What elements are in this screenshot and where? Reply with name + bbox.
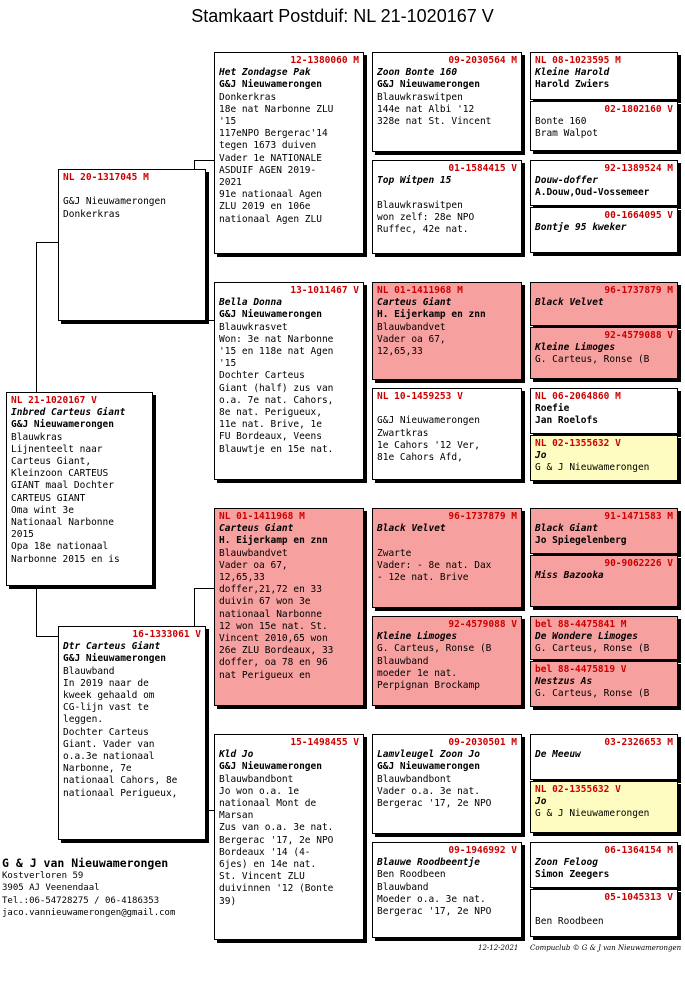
ring-number: NL 02-1355632 V xyxy=(535,784,621,795)
pigeon-name: Top Witpen 15 xyxy=(377,175,452,187)
gen4-card-11[interactable] xyxy=(530,616,678,660)
pigeon-name: Blauwe Roodbeentje xyxy=(377,857,480,869)
pigeon-name: Jo xyxy=(535,450,547,462)
pigeon-notes: G & J Nieuwamerongen xyxy=(535,808,650,820)
owner-city: 3905 AJ Veenendaal xyxy=(2,883,100,893)
breeder: G&J Nieuwamerongen xyxy=(11,419,114,431)
pigeon-notes: Blauwband In 2019 naar de kweek gehaald om CG-lijn vast te leggen. Dochter Carteus Giant. Vader van o.a.3e nationaal Narbonne, 7e nationaal Cahors, 8e nationaal Perigueux, xyxy=(63,665,178,799)
gen4-card-7[interactable] xyxy=(530,388,678,434)
pigeon-name: Black Velvet xyxy=(377,523,446,535)
ring-number: NL 01-1411968 M xyxy=(219,511,305,522)
ring-number: NL 06-2064860 M xyxy=(535,391,621,402)
pigeon-name: Zoon Bonte 160 xyxy=(377,67,458,79)
pigeon-name: Black Giant xyxy=(535,523,598,535)
pigeon-notes: Blauwbandbont Jo won o.a. 1e nationaal Mont de Marsan Zus van o.a. 3e nat. Bergerac '17, 2e NPO Bordeaux '14 (4- 6jes) en 14e nat. St. Vincent ZLU duivinnen '12 (Bonte 39) xyxy=(219,773,334,907)
connector-line xyxy=(36,636,58,637)
pigeon-name: Kleine Limoges xyxy=(535,342,616,354)
pigeon-notes: Blauwbandvet Vader oa 67, 12,65,33 xyxy=(377,321,446,358)
ring-number: NL 01-1411968 M xyxy=(377,285,463,296)
owner-email: jaco.vannieuwamerongen@gmail.com xyxy=(2,908,176,918)
gen3-card-2[interactable] xyxy=(372,160,522,254)
pigeon-notes: G. Carteus, Ronse (B xyxy=(535,688,650,700)
gen3-card-7[interactable] xyxy=(372,734,522,834)
gen4-card-9[interactable] xyxy=(530,508,678,554)
gen4-card-1[interactable] xyxy=(530,52,678,100)
ring-number-right: 05-1045313 V xyxy=(604,892,673,903)
pigeon-name: Jo xyxy=(535,796,547,808)
footer-date: 12-12-2021 xyxy=(478,944,519,952)
footer-credit: Compuclub © G & J van Nieuwamerongen xyxy=(530,944,682,952)
ring-number: NL 10-1459253 V xyxy=(377,391,463,402)
ring-number-right: 01-1584415 V xyxy=(448,163,517,174)
gen3-card-3[interactable] xyxy=(372,282,522,380)
pigeon-name: Bontje 95 kweker xyxy=(535,222,627,234)
connector-line xyxy=(36,242,37,394)
pigeon-notes: Roefie Jan Roelofs xyxy=(535,403,598,427)
pigeon-notes: Blauwbandbont Vader o.a. 3e nat. Bergerac '17, 2e NPO xyxy=(377,773,492,810)
breeder: H. Eijerkamp en znn xyxy=(219,535,328,547)
gen4-card-13[interactable] xyxy=(530,734,678,780)
breeder: G&J Nieuwamerongen xyxy=(377,79,480,91)
gen4-card-8[interactable] xyxy=(530,435,678,481)
pigeon-notes: Jo Spiegelenberg xyxy=(535,535,627,547)
pigeon-notes: G&J Nieuwamerongen Zwartkras 1e Cahors '12 Ver, 81e Cahors Afd, xyxy=(377,415,480,464)
pigeon-name: De Wondere Limoges xyxy=(535,631,638,643)
gen4-card-4[interactable] xyxy=(530,207,678,253)
ring-number-right: 15-1498455 V xyxy=(290,737,359,748)
pigeon-name: Lamvleugel Zoon Jo xyxy=(377,749,480,761)
breeder: G&J Nieuwamerongen xyxy=(219,761,322,773)
owner-address: Kostverloren 59 xyxy=(2,870,84,881)
pigeon-notes: Simon Zeegers xyxy=(535,869,610,881)
ring-number: bel 88-4475841 M xyxy=(535,619,627,630)
ring-number-right: 96-1737879 M xyxy=(604,285,673,296)
paternal-grandmother-card[interactable] xyxy=(214,282,364,480)
ring-number-right: 16-1333061 V xyxy=(132,629,201,640)
ring-number: bel 88-4475819 V xyxy=(535,664,627,675)
ring-number-right: 03-2326653 M xyxy=(604,737,673,748)
gen3-card-1[interactable] xyxy=(372,52,522,152)
ring-number: NL 02-1355632 V xyxy=(535,438,621,449)
pigeon-notes: Ben Roodbeen Blauwband Moeder o.a. 3e nat. Bergerac '17, 2e NPO xyxy=(377,869,492,918)
ring-number-right: 00-1664095 V xyxy=(604,210,673,221)
ring-number-right: 02-1802160 V xyxy=(604,104,673,115)
pigeon-name: Kld Jo xyxy=(219,749,254,761)
pigeon-name: De Meeuw xyxy=(535,749,581,761)
connector-line xyxy=(36,242,58,243)
gen3-card-4[interactable] xyxy=(372,388,522,480)
owner-contact xyxy=(2,857,175,920)
pigeon-name: Kleine Limoges xyxy=(377,631,458,643)
pigeon-notes: Blauwkrasvet Won: 3e nat Narbonne '15 en 118e nat Agen '15 Dochter Carteus Giant (half) zus van o.a. 7e nat. Cahors, 8e nat. Perigueux, 11e nat. Brive, 1e FU Bordeaux, Veens Blauwtje en 15e nat. xyxy=(219,321,334,455)
gen4-card-12[interactable] xyxy=(530,661,678,707)
gen4-card-10[interactable] xyxy=(530,555,678,607)
ring-number-right: 96-1737879 M xyxy=(448,511,517,522)
mother-card[interactable] xyxy=(58,626,206,840)
ring-number-right: 09-1946992 V xyxy=(448,845,517,856)
gen4-card-6[interactable] xyxy=(530,327,678,379)
pigeon-notes: Bonte 160 Bram Walpot xyxy=(535,116,598,140)
ring-number: NL 08-1023595 M xyxy=(535,55,621,66)
ring-number-right: 90-9062226 V xyxy=(604,558,673,569)
main-pigeon-card[interactable] xyxy=(6,392,153,586)
pigeon-notes: Blauwkraswitpen 144e nat Albi '12 328e nat St. Vincent xyxy=(377,91,492,128)
paternal-grandfather-card[interactable] xyxy=(214,52,364,254)
ring-number-right: 12-1380060 M xyxy=(290,55,359,66)
breeder: G&J Nieuwamerongen xyxy=(63,653,166,665)
ring-number: NL 20-1317045 M xyxy=(63,172,149,183)
pigeon-notes: G & J Nieuwamerongen xyxy=(535,462,650,474)
pigeon-name: Het Zondagse Pak xyxy=(219,67,311,79)
pigeon-notes: G. Carteus, Ronse (B xyxy=(535,354,650,366)
breeder: G&J Nieuwamerongen xyxy=(377,761,480,773)
pigeon-notes: Harold Zwiers xyxy=(535,79,610,91)
ring-number-right: 91-1471583 M xyxy=(604,511,673,522)
connector-line xyxy=(194,588,214,589)
ring-number-right: 13-1011467 V xyxy=(290,285,359,296)
pigeon-name: Black Velvet xyxy=(535,297,604,309)
ring-number-right: 06-1364154 M xyxy=(604,845,673,856)
pigeon-notes: G. Carteus, Ronse (B xyxy=(535,643,650,655)
gen4-card-3[interactable] xyxy=(530,160,678,206)
pigeon-notes: Blauwkras Lijnenteelt naar Carteus Giant, Kleinzoon CARTEUS GIANT maal Dochter CARTEUS GIANT Oma wint 3e Nationaal Narbonne 2015 Opa 18e nationaal Narbonne 2015 en is xyxy=(11,431,120,565)
page-title: Stamkaart Postduif: NL 21-1020167 V xyxy=(191,6,494,26)
pigeon-notes: Donkerkras 18e nat Narbonne ZLU '15 117eNPO Bergerac'14 tegen 1673 duiven Vader 1e NATIONALE ASDUIF AGEN 2019- 2021 91e nationaal Agen ZLU 2019 en 106e nationaal Agen ZLU xyxy=(219,91,334,225)
owner-name: G & J van Nieuwamerongen xyxy=(2,856,169,870)
ring-number-right: 92-1389524 M xyxy=(604,163,673,174)
ring-number-right: 92-4579088 V xyxy=(604,330,673,341)
pigeon-notes: Ben Roodbeen xyxy=(535,916,604,928)
ring-number-right: 09-2030501 M xyxy=(448,737,517,748)
maternal-grandfather-card[interactable] xyxy=(214,508,364,706)
ring-number-right: 09-2030564 M xyxy=(448,55,517,66)
owner-phone: Tel.:06-54728275 / 06-4186353 xyxy=(2,895,160,906)
pigeon-name: Carteus Giant xyxy=(377,297,452,309)
pigeon-notes: G&J Nieuwamerongen Donkerkras xyxy=(63,196,166,220)
pigeon-name: Zoon Feloog xyxy=(535,857,598,869)
breeder: G&J Nieuwamerongen xyxy=(219,309,322,321)
pigeon-notes: Zwarte Vader: - 8e nat. Dax - 12e nat. Brive xyxy=(377,547,492,584)
ring-number-right: 92-4579088 V xyxy=(448,619,517,630)
pigeon-name: Douw-doffer xyxy=(535,175,598,187)
father-card[interactable] xyxy=(58,169,206,321)
pigeon-notes: A.Douw,Oud-Vossemeer xyxy=(535,187,650,199)
pigeon-notes: Blauwkraswitpen won zelf: 28e NPO Ruffec, 42e nat. xyxy=(377,199,475,236)
gen4-card-2[interactable] xyxy=(530,101,678,151)
pigeon-name: Bella Donna xyxy=(219,297,282,309)
gen3-card-5[interactable] xyxy=(372,508,522,608)
pigeon-name: Dtr Carteus Giant xyxy=(63,641,161,653)
connector-line xyxy=(36,584,37,636)
gen4-card-5[interactable] xyxy=(530,282,678,326)
pigeon-name: Carteus Giant xyxy=(219,523,294,535)
ring-number: NL 21-1020167 V xyxy=(11,395,97,406)
gen3-card-6[interactable] xyxy=(372,616,522,706)
pigeon-name: Nestzus As xyxy=(535,676,593,688)
gen3-card-8[interactable] xyxy=(372,842,522,938)
maternal-grandmother-card[interactable] xyxy=(214,734,364,940)
pigeon-name: Inbred Carteus Giant xyxy=(11,407,126,419)
pigeon-name: Kleine Harold xyxy=(535,67,610,79)
breeder: G&J Nieuwamerongen xyxy=(219,79,322,91)
gen4-card-14[interactable] xyxy=(530,781,678,833)
connector-line xyxy=(194,160,214,161)
gen4-card-15[interactable] xyxy=(530,842,678,888)
breeder: H. Eijerkamp en znn xyxy=(377,309,486,321)
pigeon-name: Miss Bazooka xyxy=(535,570,604,582)
pigeon-notes: G. Carteus, Ronse (B Blauwband moeder 1e nat. Perpignan Brockamp xyxy=(377,643,492,692)
gen4-card-16[interactable] xyxy=(530,889,678,937)
pigeon-notes: Blauwbandvet Vader oa 67, 12,65,33 doffer,21,72 en 33 duivin 67 won 3e nationaal Narbonne 12 won 15e nat. St. Vincent 2010,65 won 26e ZLU Bordeaux, 33 doffer, oa 78 en 96 nat Perigueux en xyxy=(219,547,334,681)
